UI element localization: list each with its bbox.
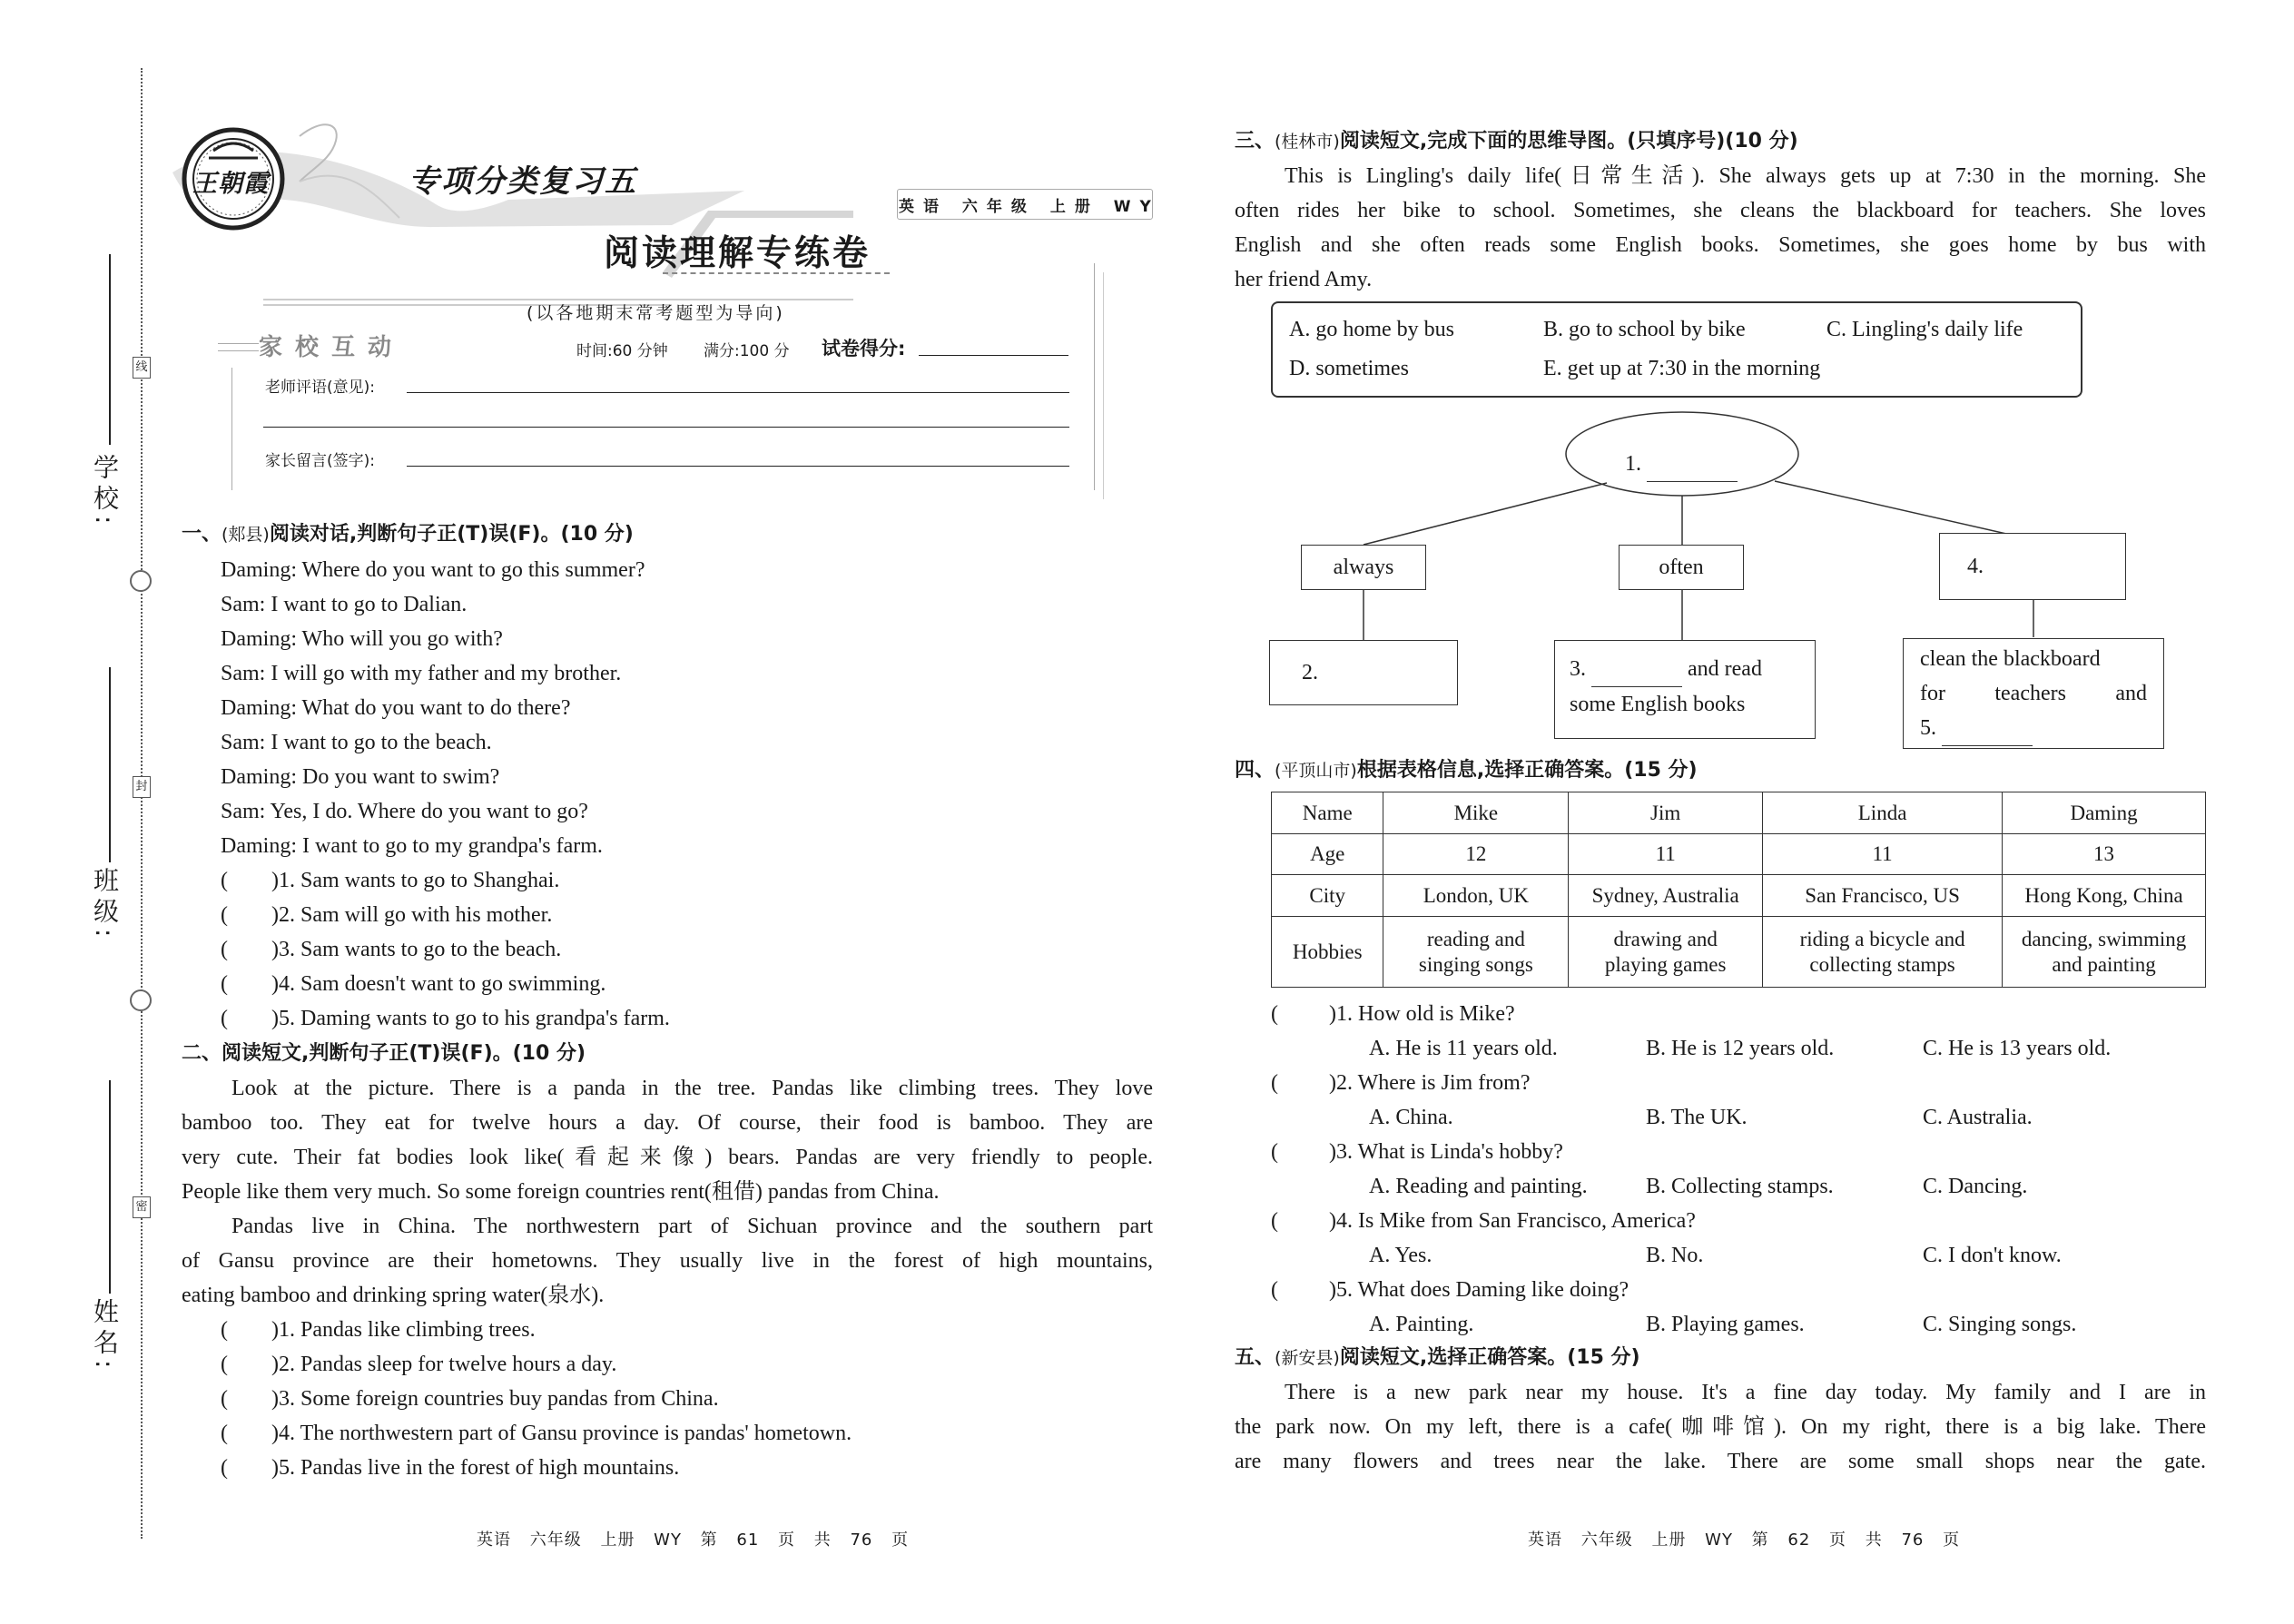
table-cell: 12	[1383, 834, 1569, 875]
table-row	[1272, 875, 2206, 917]
subject-tag-frame	[897, 189, 1153, 220]
mindmap-blank-5[interactable]	[1942, 711, 2033, 746]
table-cell: City	[1272, 875, 1383, 917]
info-table	[1271, 792, 2206, 988]
class-fill-line	[109, 667, 111, 862]
section2-passage	[182, 1071, 1153, 1313]
passage-line: Look at the picture. There is a panda in the tree. Pandas like climbing trees. They love	[231, 1077, 1153, 1100]
table-cell: Age	[1272, 834, 1383, 875]
full-score: 满分:100 分	[704, 342, 790, 360]
passage-line: eating bamboo and drinking spring water(泉水).	[182, 1284, 605, 1307]
mindmap-node-3: 3. and read some English books	[1554, 640, 1816, 739]
table-cell: Daming	[2003, 792, 2206, 834]
mc-question: ( )2. Where is Jim from?	[1271, 1071, 1531, 1095]
table-cell: Hobbies	[1272, 917, 1383, 988]
table-row	[1272, 834, 2206, 875]
tf-question: ( )1. Sam wants to go to Shanghai.	[221, 869, 560, 892]
option-e: E. get up at 7:30 in the morning	[1543, 357, 1821, 380]
mc-options: A. Reading and painting. B. Collecting stamps. C. Dancing.	[1369, 1175, 2028, 1198]
rule-left-2	[218, 350, 259, 351]
table-cell: Name	[1272, 792, 1383, 834]
dialogue-line: Daming: Do you want to swim?	[221, 765, 500, 789]
binding-hole	[130, 570, 152, 592]
table-cell: 11	[1569, 834, 1763, 875]
table-cell: 13	[2003, 834, 2206, 875]
mc-options: A. Yes. B. No. C. I don't know.	[1369, 1244, 2062, 1267]
section3-passage	[1235, 159, 2206, 297]
mc-options: A. China. B. The UK. C. Australia.	[1369, 1106, 2033, 1129]
time-info: 时间:60 分钟	[576, 342, 668, 360]
tf-question: ( )2. Sam will go with his mother.	[221, 903, 553, 927]
table-cell: dancing, swimming and painting	[2003, 917, 2206, 988]
footer-left: 英语 六年级 上册 WY 第 61 页 共 76 页	[477, 1530, 910, 1550]
passage-line: bamboo too. They eat for twelve hours a day. Of course, their food is bamboo. They are	[182, 1111, 1153, 1135]
class-label: 班级:	[90, 867, 120, 943]
section5-heading: 五、(新安县)阅读短文,选择正确答案。(15 分)	[1235, 1346, 1640, 1369]
mindmap-blank-1[interactable]	[1647, 447, 1738, 482]
dialogue-line: Sam: I want to go to Dalian.	[221, 593, 468, 616]
binding-dotted-line	[141, 68, 143, 1539]
tf-question: ( )2. Pandas sleep for twelve hours a day.	[221, 1353, 617, 1376]
parent-comment-label: 家长留言(签字):	[265, 452, 375, 470]
mindmap-node-always: always	[1301, 545, 1426, 590]
teacher-comment-line[interactable]	[407, 392, 1069, 393]
name-fill-line	[109, 1080, 111, 1294]
passage-line: This is Lingling's daily life(日常生活). She always gets up at 7:30 in the morning. She	[1285, 164, 2206, 188]
section1-dialogue	[221, 553, 670, 1036]
option-d: D. sometimes	[1289, 357, 1409, 380]
passage-line: often rides her bike to school. Sometimes, she cleans the blackboard for teachers. She loves	[1235, 199, 2206, 222]
exam-subtitle: (以各地期末常考题型为导向)	[527, 303, 785, 323]
passage-line: There is a new park near my house. It's a fine day today. My family and I are in	[1285, 1381, 2206, 1404]
main-title: 阅读理解专练卷	[604, 233, 871, 274]
passage-line: English and she often reads some English books. Sometimes, she goes home by bus with	[1235, 233, 2206, 257]
mindmap-blank-3[interactable]	[1591, 652, 1682, 687]
tf-question: ( )5. Daming wants to go to his grandpa's farm.	[221, 1007, 670, 1030]
passage-line: of Gansu province are their hometowns. They usually live in the forest of high mountains,	[182, 1249, 1153, 1273]
teacher-comment-line-2[interactable]	[263, 427, 1069, 428]
logo-text: 王朝霞	[192, 170, 269, 198]
mindmap-node-2: 2.	[1269, 640, 1458, 705]
series-title: 专项分类复习五	[409, 163, 637, 200]
option-b: B. go to school by bike	[1543, 318, 1746, 341]
mindmap-node-5: clean the blackboard for teachers and 5.	[1903, 638, 2164, 749]
mc-question: ( )3. What is Linda's hobby?	[1271, 1140, 1563, 1164]
section2-heading: 二、阅读短文,判断句子正(T)误(F)。(10 分)	[182, 1042, 586, 1065]
table-row	[1272, 917, 2206, 988]
section1-heading: 一、(郏县)阅读对话,判断句子正(T)误(F)。(10 分)	[182, 523, 634, 546]
dialogue-line: Sam: Yes, I do. Where do you want to go?	[221, 800, 588, 823]
mindmap-node-often: often	[1619, 545, 1744, 590]
passage-line: very cute. Their fat bodies look like(看起来像) bears. Pandas are very friendly to people.	[182, 1146, 1153, 1169]
score-label: 试卷得分:	[822, 338, 906, 359]
section5-passage	[1235, 1375, 2206, 1479]
section3-heading: 三、(桂林市)阅读短文,完成下面的思维导图。(只填序号)(10 分)	[1235, 130, 1798, 153]
table-row	[1272, 792, 2206, 834]
option-c: C. Lingling's daily life	[1826, 318, 2023, 341]
home-school-label: 家校互动	[259, 334, 405, 361]
comment-frame-left	[231, 368, 232, 490]
table-cell: riding a bicycle and collecting stamps	[1763, 917, 2003, 988]
main-title-underline	[663, 272, 890, 274]
section2-questions	[221, 1313, 852, 1485]
mc-question: ( )5. What does Daming like doing?	[1271, 1278, 1629, 1302]
passage-line: her friend Amy.	[1235, 268, 1373, 291]
mindmap-node-4: 4.	[1939, 533, 2126, 600]
dialogue-line: Sam: I will go with my father and my brother.	[221, 662, 622, 685]
binding-mark-line: 线	[133, 357, 151, 379]
tf-question: ( )3. Some foreign countries buy pandas from China.	[221, 1387, 719, 1411]
school-label: 学校:	[90, 454, 120, 530]
section4-heading: 四、(平顶山市)根据表格信息,选择正确答案。(15 分)	[1235, 759, 1698, 782]
mc-options: A. Painting. B. Playing games. C. Singing songs.	[1369, 1313, 2077, 1336]
name-label: 姓名:	[90, 1298, 120, 1374]
mc-question: ( )1. How old is Mike?	[1271, 1002, 1515, 1026]
table-cell: drawing and playing games	[1569, 917, 1763, 988]
section4-questions	[1271, 997, 2206, 1342]
binding-hole	[130, 989, 152, 1011]
passage-line: are many flowers and trees near the lake. There are some small shops near the gate.	[1235, 1450, 2206, 1473]
tf-question: ( )3. Sam wants to go to the beach.	[221, 938, 562, 961]
school-fill-line	[109, 254, 111, 445]
mindmap-blank-4[interactable]	[1989, 534, 2080, 600]
binding-mark-seal: 封	[133, 776, 151, 798]
mindmap-blank-2[interactable]	[1324, 641, 1414, 705]
rule-left	[218, 343, 259, 344]
teacher-comment-label: 老师评语(意见):	[265, 379, 375, 397]
tf-question: ( )4. Sam doesn't want to go swimming.	[221, 972, 606, 996]
passage-line: Pandas live in China. The northwestern part of Sichuan province and the southern part	[231, 1215, 1153, 1238]
comment-frame-right	[1094, 263, 1095, 490]
dialogue-line: Daming: Where do you want to go this summer?	[221, 558, 645, 582]
table-cell: Linda	[1763, 792, 2003, 834]
table-cell: London, UK	[1383, 875, 1569, 917]
table-cell: reading and singing songs	[1383, 917, 1569, 988]
footer-right: 英语 六年级 上册 WY 第 62 页 共 76 页	[1528, 1530, 1961, 1550]
passage-line: the park now. On my left, there is a cafe(咖啡馆). On my right, there is a big lake. There	[1235, 1415, 2206, 1439]
table-cell: Mike	[1383, 792, 1569, 834]
binding-mark-dense: 密	[133, 1196, 151, 1218]
mc-question: ( )4. Is Mike from San Francisco, America?	[1271, 1209, 1696, 1233]
dialogue-line: Daming: What do you want to do there?	[221, 696, 571, 720]
tf-question: ( )1. Pandas like climbing trees.	[221, 1318, 536, 1342]
mc-options: A. He is 11 years old. B. He is 12 years old. C. He is 13 years old.	[1369, 1037, 2112, 1060]
tf-question: ( )5. Pandas live in the forest of high mountains.	[221, 1456, 680, 1480]
dialogue-line: Daming: Who will you go with?	[221, 627, 503, 651]
comment-frame-right-2	[1103, 272, 1104, 499]
passage-line: People like them very much. So some foreign countries rent(租借) pandas from China.	[182, 1180, 940, 1204]
subject-tag: 英语 六年级 上册 WY	[899, 198, 1160, 216]
dialogue-line: Sam: I want to go to the beach.	[221, 731, 492, 754]
table-cell: Hong Kong, China	[2003, 875, 2206, 917]
table-cell: Jim	[1569, 792, 1763, 834]
table-cell: San Francisco, US	[1763, 875, 2003, 917]
option-a: A. go home by bus	[1289, 318, 1454, 341]
table-cell: 11	[1763, 834, 2003, 875]
parent-comment-line[interactable]	[407, 466, 1069, 467]
score-input[interactable]	[919, 355, 1068, 356]
dialogue-line: Daming: I want to go to my grandpa's farm.	[221, 834, 603, 858]
mindmap-center: 1.	[1625, 447, 1738, 482]
tf-question: ( )4. The northwestern part of Gansu province is pandas' hometown.	[221, 1422, 852, 1445]
table-cell: Sydney, Australia	[1569, 875, 1763, 917]
